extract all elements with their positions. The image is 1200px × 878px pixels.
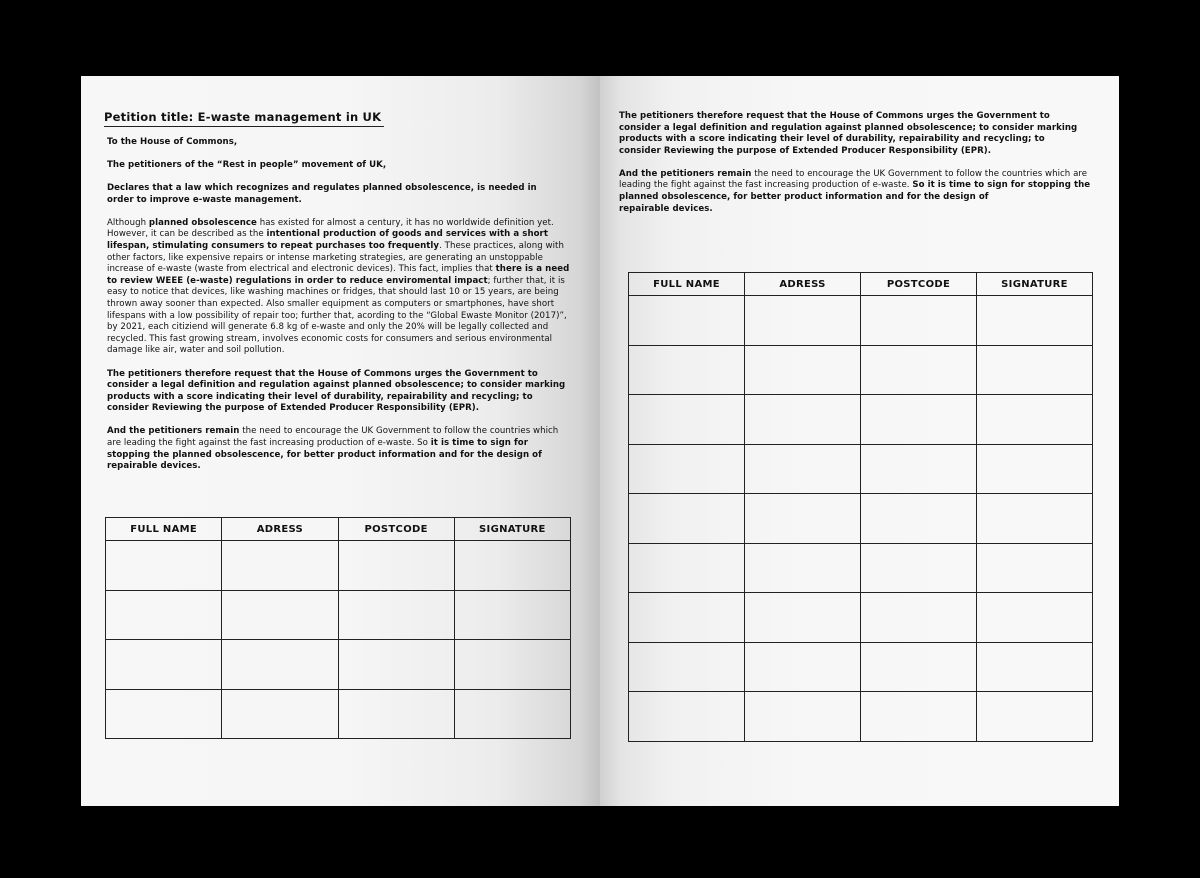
header-signature: SIGNATURE	[454, 518, 570, 541]
cell-full-name[interactable]	[629, 296, 745, 346]
cell-adress[interactable]	[745, 593, 861, 643]
petition-title: Petition title: E-waste management in UK	[104, 110, 384, 127]
cell-postcode[interactable]	[861, 296, 977, 346]
cell-postcode[interactable]	[861, 543, 977, 593]
cell-signature[interactable]	[454, 541, 570, 591]
cell-postcode[interactable]	[338, 541, 454, 591]
cell-adress[interactable]	[745, 692, 861, 742]
cell-postcode[interactable]	[338, 640, 454, 690]
cell-signature[interactable]	[977, 642, 1093, 692]
cell-adress[interactable]	[745, 444, 861, 494]
cell-adress[interactable]	[745, 296, 861, 346]
table-row	[629, 444, 1093, 494]
table-header-row	[106, 518, 571, 541]
table-row	[629, 395, 1093, 445]
cell-signature[interactable]	[454, 640, 570, 690]
table-header-row	[629, 273, 1093, 296]
cell-postcode[interactable]	[861, 593, 977, 643]
cell-adress[interactable]	[222, 640, 338, 690]
signature-table-left	[105, 517, 571, 739]
cell-adress[interactable]	[222, 541, 338, 591]
cell-postcode[interactable]	[861, 345, 977, 395]
cell-signature[interactable]	[977, 692, 1093, 742]
remain-paragraph: And the petitioners remain the need to encourage the UK Government to follow the countries which are leading the fight against the fast increasing production of e-waste. So it is time to sign for stopping the planned obsolescence, for better product information and for the design of repairable devices.	[619, 168, 1091, 214]
cell-signature[interactable]	[977, 444, 1093, 494]
cell-signature[interactable]	[977, 296, 1093, 346]
remain-paragraph: And the petitioners remain the need to encourage the UK Government to follow the countries which are leading the fight against the fast increasing production of e-waste. So it is time to sign for stopping the planned obsolescence, for better product information and for the design of repairable devices.	[107, 426, 559, 472]
right-page	[600, 76, 1119, 806]
cell-adress[interactable]	[222, 590, 338, 640]
table-row	[106, 640, 571, 690]
petitioners-line: The petitioners of the “Rest in people” movement of UK,	[107, 160, 387, 171]
table-row	[106, 541, 571, 591]
cell-signature[interactable]	[977, 543, 1093, 593]
cell-full-name[interactable]	[629, 395, 745, 445]
header-full-name: FULL NAME	[629, 273, 745, 296]
cell-adress[interactable]	[745, 543, 861, 593]
header-adress: ADRESS	[222, 518, 338, 541]
header-adress: ADRESS	[745, 273, 861, 296]
table-row	[629, 642, 1093, 692]
cell-postcode[interactable]	[338, 689, 454, 739]
cell-postcode[interactable]	[861, 395, 977, 445]
cell-full-name[interactable]	[629, 642, 745, 692]
salutation: To the House of Commons,	[107, 137, 238, 147]
table-row	[629, 543, 1093, 593]
cell-full-name[interactable]	[629, 692, 745, 742]
cell-full-name[interactable]	[106, 541, 222, 591]
cell-signature[interactable]	[977, 494, 1093, 544]
cell-adress[interactable]	[222, 689, 338, 739]
right-page-text	[619, 111, 1099, 227]
cell-adress[interactable]	[745, 642, 861, 692]
cell-full-name[interactable]	[106, 640, 222, 690]
cell-adress[interactable]	[745, 395, 861, 445]
cell-postcode[interactable]	[861, 692, 977, 742]
booklet-spread	[81, 76, 1119, 806]
cell-postcode[interactable]	[861, 642, 977, 692]
cell-full-name[interactable]	[106, 590, 222, 640]
cell-postcode[interactable]	[338, 590, 454, 640]
request-paragraph: The petitioners therefore request that the House of Commons urges the Government to consider a legal definition and regulation against planned obsolescence; to consider marking products with a score indicating their level of durability, repairability and recycling; to consider Reviewing the purpose of Extended Producer Responsibility (EPR).	[619, 111, 1078, 156]
signature-table-right	[628, 272, 1093, 742]
cell-adress[interactable]	[745, 345, 861, 395]
header-full-name: FULL NAME	[106, 518, 222, 541]
table-row	[629, 494, 1093, 544]
table-row	[629, 593, 1093, 643]
cell-adress[interactable]	[745, 494, 861, 544]
cell-signature[interactable]	[454, 689, 570, 739]
header-postcode: POSTCODE	[338, 518, 454, 541]
left-page	[81, 76, 600, 806]
table-row	[629, 345, 1093, 395]
cell-postcode[interactable]	[861, 444, 977, 494]
declaration: Declares that a law which recognizes and regulates planned obsolescence, is needed in order to improve e-waste management.	[107, 183, 537, 205]
cell-postcode[interactable]	[861, 494, 977, 544]
cell-signature[interactable]	[977, 395, 1093, 445]
table-row	[106, 689, 571, 739]
cell-full-name[interactable]	[106, 689, 222, 739]
left-page-text	[107, 137, 570, 484]
cell-full-name[interactable]	[629, 444, 745, 494]
cell-signature[interactable]	[977, 593, 1093, 643]
table-row	[106, 590, 571, 640]
header-postcode: POSTCODE	[861, 273, 977, 296]
table-row	[629, 692, 1093, 742]
table-row	[629, 296, 1093, 346]
cell-full-name[interactable]	[629, 345, 745, 395]
body-paragraph: Although planned obsolescence has existed for almost a century, it has no worldwide definition yet. However, it can be described as the intentional production of goods and services with a short lifespan, stimulating consumers to repeat purchases too frequently. These practices, along with other factors, like expensive repairs or intense marketing strategies, are generating an unstoppable increase of e-waste (waste from electrical and electronic devices). This fact, implies that there is a need to review WEEE (e-waste) regulations in order to reduce enviromental impact; further that, it is easy to notice that devices, like washing machines or fridges, that should last 10 or 15 years, are being thrown away sooner than expected. Also smaller equipment as computers or smartphones, have short lifespans with a low possibility of repair too; further that, acording to the “Global Ewaste Monitor (2017)”, by 2021, each citiziend will generate 6.8 kg of e-waste and only the 20% will be legally collected and recycled. This fast growing stream, involves economic costs for consumers and serious environmental damage like air, water and soil pollution.	[107, 217, 570, 356]
cell-full-name[interactable]	[629, 494, 745, 544]
header-signature: SIGNATURE	[977, 273, 1093, 296]
cell-full-name[interactable]	[629, 543, 745, 593]
request-paragraph: The petitioners therefore request that the House of Commons urges the Government to consider a legal definition and regulation against planned obsolescence; to consider marking products with a score indicating their level of durability, repairability and recycling; to consider Reviewing the purpose of Extended Producer Responsibility (EPR).	[107, 368, 566, 414]
cell-full-name[interactable]	[629, 593, 745, 643]
cell-signature[interactable]	[977, 345, 1093, 395]
cell-signature[interactable]	[454, 590, 570, 640]
